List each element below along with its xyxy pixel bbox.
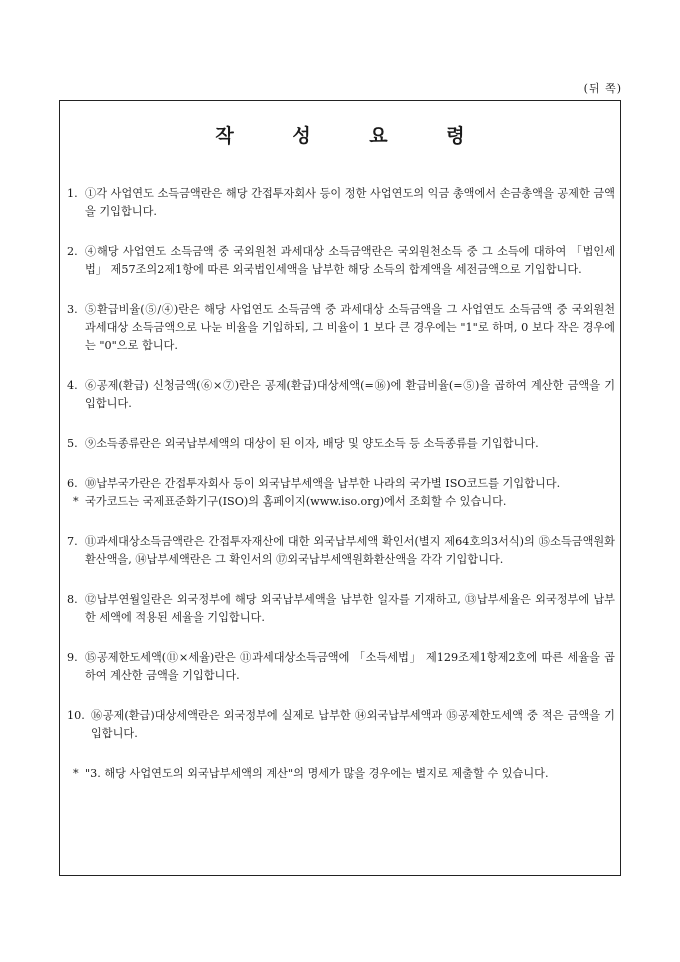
instruction-item-10 [67, 707, 615, 743]
note-asterisk: * [73, 767, 79, 780]
attachment-note [67, 765, 615, 783]
note-text: 국가코드는 국제표준화기구(ISO)의 홈페이지(www.iso.org)에서 조회할 수 있습니다. [85, 495, 507, 508]
instruction-item-7 [67, 533, 615, 569]
item-text: ⑮공제한도세액(⑪×세율)란은 ⑪과세대상소득금액에 「소득세법」 제129조제1항제2호에 따른 세율을 곱하여 계산한 금액을 기입합니다. [85, 651, 615, 682]
instruction-item-2 [67, 243, 615, 279]
item-text: ④해당 사업연도 소득금액 중 국외원천 과세대상 소득금액란은 국외원천소득 중 그 소득에 대하여 「법인세법」 제57조의2제1항에 따른 외국법인세액을 납부한 해당 소득의 합계액을 세전금액으로 기입합니다. [85, 245, 615, 276]
instruction-item-1 [67, 185, 615, 221]
instruction-item-8 [67, 591, 615, 627]
country-code-note [67, 493, 615, 511]
item-text: ⑨소득종류란은 외국납부세액의 대상이 된 이자, 배당 및 양도소득 등 소득종류를 기입합니다. [85, 437, 539, 450]
item-number: 6. [67, 477, 78, 490]
item-text: ①각 사업연도 소득금액란은 해당 간접투자회사 등이 정한 사업연도의 익금 총액에서 손금총액을 공제한 금액을 기입합니다. [85, 187, 615, 218]
instruction-item-6 [67, 475, 615, 493]
item-number: 5. [67, 437, 78, 450]
note-asterisk: * [73, 495, 79, 508]
instruction-list [67, 185, 615, 783]
item-number: 7. [67, 535, 78, 548]
item-text: ⑤환급비율(⑤/④)란은 해당 사업연도 소득금액 중 과세대상 소득금액을 그 사업연도 소득금액 중 국외원천 과세대상 소득금액으로 나눈 비율을 기입하되, 그 비율이 1 보다 큰 경우에는 "1"로 하며, 0 보다 작은 경우에는 "0"으로 합니다. [85, 303, 615, 352]
page-side-note: (뒤 쪽) [583, 82, 622, 95]
item-text: ⑩납부국가란은 간접투자회사 등이 외국납부세액을 납부한 나라의 국가별 ISO코드를 기입합니다. [85, 477, 561, 490]
item-text: ⑥공제(환급) 신청금액(⑥×⑦)란은 공제(환급)대상세액(=⑯)에 환급비율(=⑤)을 곱하여 계산한 금액을 기입합니다. [85, 379, 615, 410]
item-number: 10. [67, 709, 85, 722]
item-number: 1. [67, 187, 78, 200]
item-number: 4. [67, 379, 78, 392]
page-title: 작 성 요 령 [215, 125, 491, 147]
item-number: 2. [67, 245, 78, 258]
instruction-item-3 [67, 301, 615, 355]
item-text: ⑪과세대상소득금액란은 간접투자재산에 대한 외국납부세액 확인서(별지 제64호의3서식)의 ⑮소득금액원화환산액을, ⑭납부세액란은 그 확인서의 ⑰외국납부세액원화환산액을 각각 기입합니다. [85, 535, 615, 566]
item-number: 3. [67, 303, 78, 316]
instruction-item-5 [67, 435, 615, 453]
instructions-box [59, 100, 621, 876]
item-text: ⑫납부연월일란은 외국정부에 해당 외국납부세액을 납부한 일자를 기재하고, ⑬납부세율은 외국정부에 납부한 세액에 적용된 세율을 기입합니다. [85, 593, 615, 624]
instruction-item-9 [67, 649, 615, 685]
item-number: 9. [67, 651, 78, 664]
note-text: "3. 해당 사업연도의 외국납부세액의 계산"의 명세가 많을 경우에는 별지로 제출할 수 있습니다. [85, 767, 549, 780]
instruction-item-4 [67, 377, 615, 413]
item-text: ⑯공제(환급)대상세액란은 외국정부에 실제로 납부한 ⑭외국납부세액과 ⑮공제한도세액 중 적은 금액을 기입합니다. [91, 709, 615, 740]
item-number: 8. [67, 593, 78, 606]
